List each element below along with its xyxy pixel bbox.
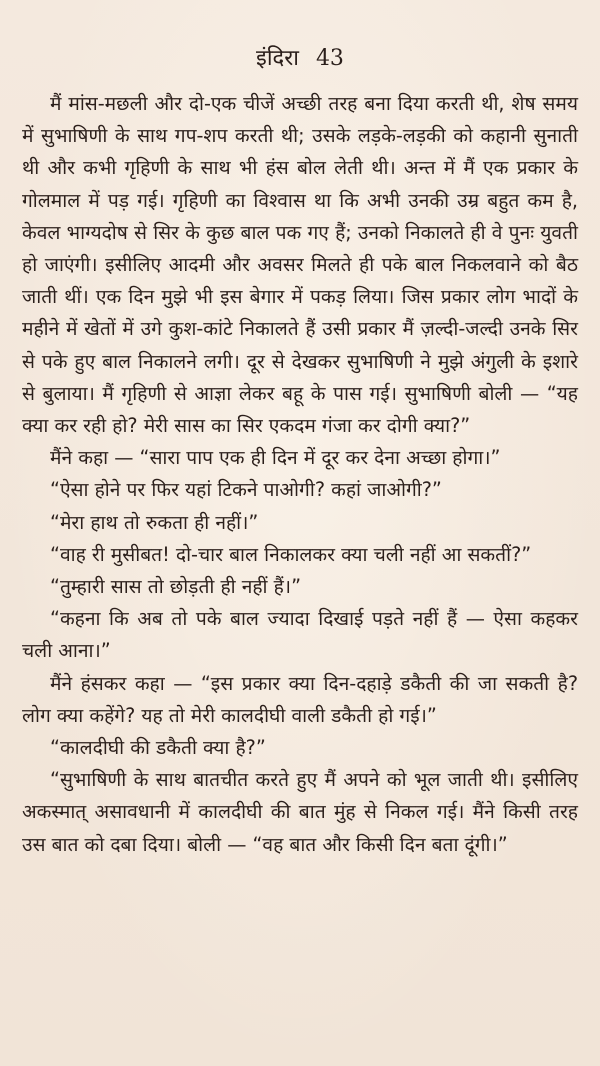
- paragraph-6: “तुम्हारी सास तो छोड़ती ही नहीं हैं।”: [50, 575, 302, 599]
- paragraph-8: मैंने हंसकर कहा — “इस प्रकार क्या दिन-दहाड़े डकैती की जा सकती है? लोग क्या कहेंगे? यह तो मेरी कालदीघी वाली डकैती हो गई।”: [22, 671, 578, 727]
- chapter-title: इंदिरा: [256, 46, 299, 71]
- paragraph-5: “वाह री मुसीबत! दो-चार बाल निकालकर क्या चली नहीं आ सकतीं?”: [50, 542, 532, 566]
- paragraph-10: “सुभाषिणी के साथ बातचीत करते हुए मैं अपने को भूल जाती थी। इसीलिए अकस्मात् असावधानी में कालदीघी की बात मुंह से निकल गई। मैंने किसी तरह उस बात को दबा दिया। बोली — “वह बात और किसी दिन बता दूंगी।”: [22, 768, 578, 856]
- paragraph-1: मैं मांस-मछली और दो-एक चीजें अच्छी तरह बना दिया करती थी, शेष समय में सुभाषिणी के साथ गप-शप करती थी; उसके लड़के-लड़की को कहानी सुनाती थी और कभी गृहिणी के साथ भी हंस बोल लेती थी। अन्त में मैं एक प्रकार के गोलमाल में पड़ गई। गृहिणी का विश्वास था कि अभी उनकी उम्र बहुत कम है, केवल भाग्यदोष से सिर के कुछ बाल पक गए हैं; उनको निकालते ही वे पुनः युवती हो जाएंगी। इसीलिए आदमी और अवसर मिलते ही पके बाल निकलवाने को बैठ जाती थीं। एक दिन मुझे भी इस बेगार में पकड़ लिया। जिस प्रकार लोग भादों के महीने में खेतों में उगे कुश-कांटे निकालते हैं उसी प्रकार मैं ज़ल्दी-जल्दी उनके सिर से पके हुए बाल निकालने लगी। दूर से देखकर सुभाषिणी ने मुझे अंगुली के इशारे से बुलाया। मैं गृहिणी से आज्ञा लेकर बहू के पास गई। सुभाषिणी बोली — “यह क्या कर रही हो? मेरी सास का सिर एकदम गंजा कर दोगी क्या?”: [22, 92, 578, 438]
- body-text: [22, 88, 578, 861]
- page-number: 43: [315, 46, 344, 71]
- paragraph-9: “कालदीघी की डकैती क्या है?”: [50, 736, 266, 760]
- paragraph-2: मैंने कहा — “सारा पाप एक ही दिन में दूर कर देना अच्छा होगा।”: [50, 446, 501, 470]
- paragraph-4: “मेरा हाथ तो रुकता ही नहीं।”: [50, 510, 259, 534]
- paragraph-7: “कहना कि अब तो पके बाल ज्यादा दिखाई पड़ते नहीं हैं — ऐसा कहकर चली आना।”: [22, 607, 578, 663]
- paragraph-3: “ऐसा होने पर फिर यहां टिकने पाओगी? कहां जाओगी?”: [50, 478, 442, 502]
- page-header: [0, 42, 600, 72]
